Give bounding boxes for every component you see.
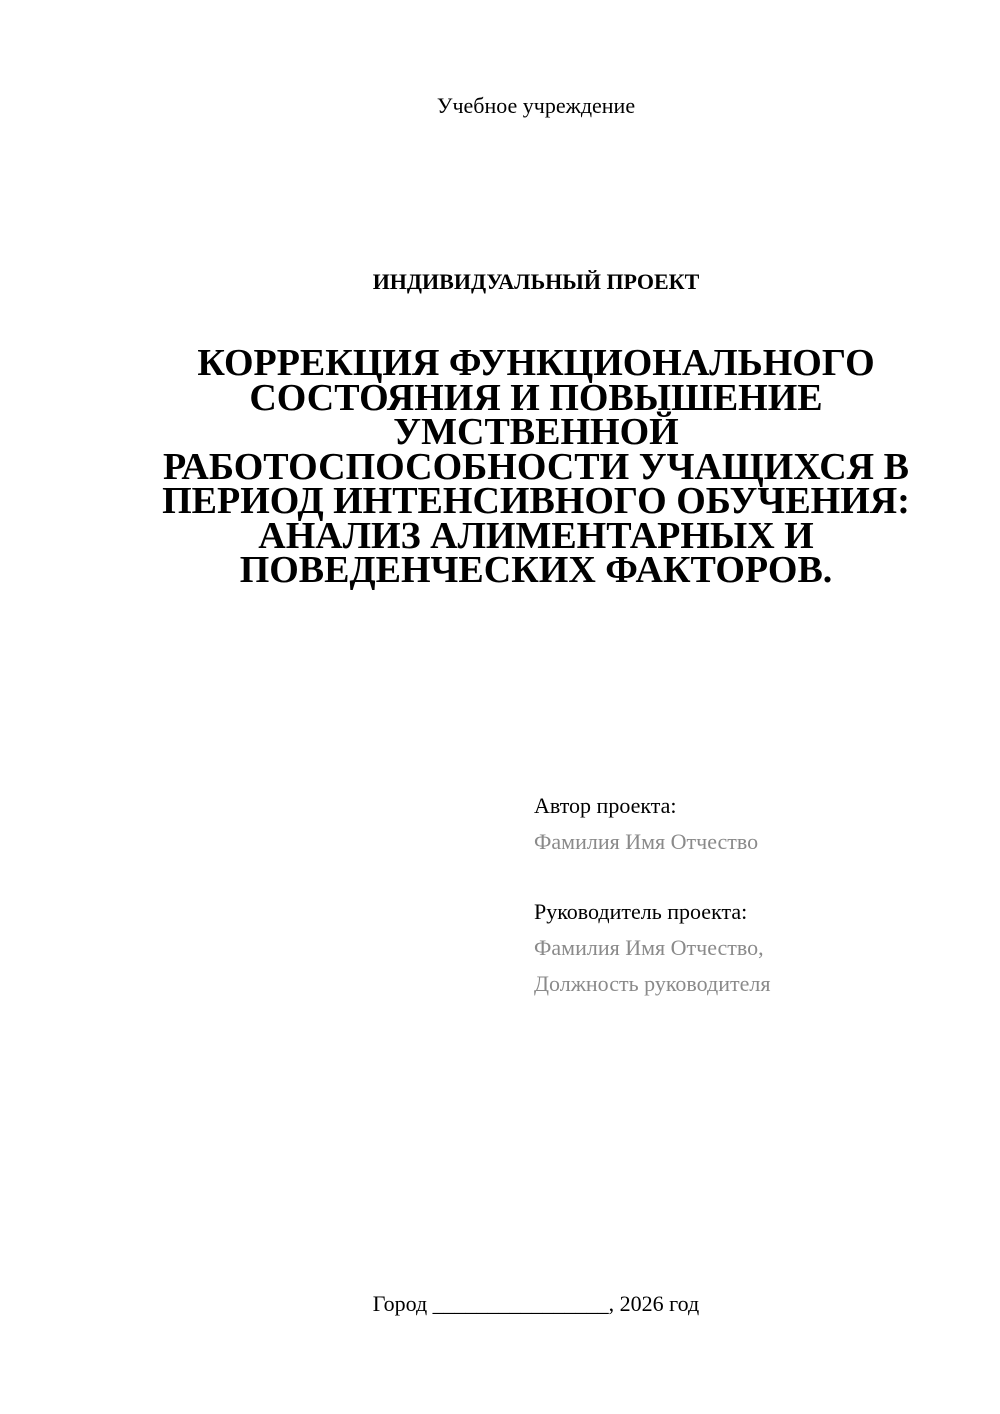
title-line: УМСТВЕННОЙ [393, 411, 679, 453]
institution-name: Учебное учреждение [436, 93, 636, 118]
supervisor-position: Должность руководителя [534, 971, 771, 996]
project-title [120, 342, 952, 591]
author-name: Фамилия Имя Отчество [534, 829, 759, 854]
title-line: РАБОТОСПОСОБНОСТИ УЧАЩИХСЯ В [163, 445, 909, 488]
city-year-footer: Город ________________, 2026 год [372, 1291, 700, 1316]
spacer [534, 860, 974, 894]
title-line: КОРРЕКЦИЯ ФУНКЦИОНАЛЬНОГО [197, 342, 875, 384]
title-line: ПЕРИОД ИНТЕНСИВНОГО ОБУЧЕНИЯ: [162, 480, 910, 522]
supervisor-label: Руководитель проекта: [534, 899, 748, 924]
supervisor-name: Фамилия Имя Отчество, [534, 935, 764, 960]
title-line: СОСТОЯНИЯ И ПОВЫШЕНИЕ [249, 376, 823, 419]
title-line: ПОВЕДЕНЧЕСКИХ ФАКТОРОВ. [239, 549, 833, 591]
project-type: ИНДИВИДУАЛЬНЫЙ ПРОЕКТ [372, 269, 700, 294]
signature-block [534, 788, 974, 1002]
author-label: Автор проекта: [534, 793, 677, 818]
title-line: АНАЛИЗ АЛИМЕНТАРНЫХ И [258, 514, 814, 557]
